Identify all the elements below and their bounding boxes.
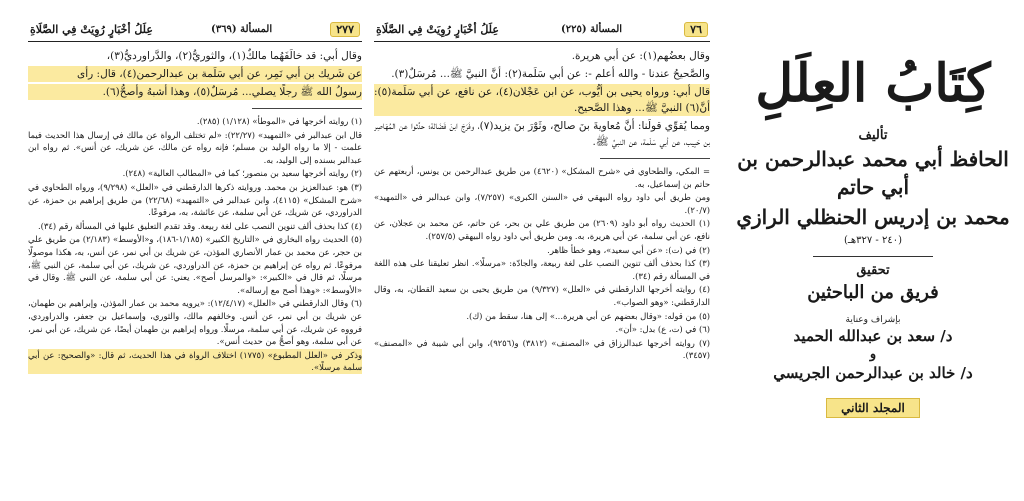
running-title: عِلَلُ أَخْبَارٍ رُوِيَتْ فِي الصَّلَاةِ [376,23,499,36]
page-number: ٢٧٧ [330,22,360,37]
footnote: = المكي، والطحاوي في «شرح المشكل» (٤٦٢٠) من طريق عبدالرحمن بن يونس، أربعتهم عن حاتم بن إسماعيل، به. [374,166,710,189]
supervision-label: بإشراف وعناية [845,315,901,325]
paragraph: وقال بعضُهم(١): عن أبي هريرة. [571,50,710,62]
footnote: (٣) هو: عبدالعزيز بن محمد. وروايته ذكرها الدارقطني في «العلل» (٩/٢٩٨)، ورواه الطحاوي في «شرح المشكل» (٤١١٥)، وابن عبدالبر في «التمهيد» (٢٢/٦٨) من طريق إبراهيم بن حمزة، عن الدراوردي، عن شريك، عن أبي سلمة، عن عائشة، به، مرفوعًا. [28,181,362,218]
left-book-page [28,22,362,484]
author-name: الحافظ أبي محمد عبدالرحمن بن أبي حاتم [737,147,1009,199]
middle-book-page [374,22,710,484]
conjunction: و [869,347,877,362]
footnote: (٢) روايته أخرجها سعيد بن منصور؛ كما في «المطالب العالية» (٢٤٨). [122,168,362,179]
footnote: (١) روايته أخرجها في «الموطأ» (١/١٢٨) (٢٨٥). [196,116,362,126]
masala-label: المسألة (٣٦٩) [211,24,273,35]
footnote: (٣) كذا بحذف ألف تنوين النصب على لغة ربيعة، والجادّة: «مرسلًا». انظر تعليقنا على هذه اللغة في المسألة رقم (٣٤). [374,258,710,281]
tahqiq-label: تحقيق [856,263,890,278]
supervisor-name: د/ خالد بن عبدالرحمن الجريسي [773,364,973,382]
page-number: ٧٦ [684,22,708,37]
volume-label: المجلد الثاني [826,398,920,418]
footnote-separator [600,158,710,159]
footnotes [374,165,710,362]
main-text [28,48,362,100]
page-header [374,22,710,42]
page-header [28,22,362,42]
footnote: قال ابن عبدالبر في «التمهيد» (٢٢/٢٧): «لم تختلف الرواة عن مالك في إرسال هذا الحديث فيما علمت - إلا ما رواه الوليد بن مسلم؛ فإنه رواه عن مالك، عن شريك، عن أنس». ثم رواه ابن عبدالبر بسنده إلى الوليد، به. [28,129,362,165]
highlighted-paragraph: رسولُ الله ﷺ رجلًا يصلي... مُرسَلٌ(٥)، وهذا أشبهُ وأصحُّ(٦). [28,84,362,100]
footnote: ومن طريق أبي داود رواه البيهقي في «السنن الكبرى» (٧/٢٥٧)، وابن عبدالبر في «التمهيد» (٢٠/٧). [374,192,710,215]
footnote-separator [252,108,362,109]
masala-label: المسألة (٢٢٥) [561,24,623,35]
highlighted-footnote: وذكر في «العلل المطبوع» (١٧٧٥) اختلاف الرواة في هذا الحديث، ثم قال: «والصحيح: عن أبي سلمة مرسلًا». [28,349,362,373]
footnote: (٦) في (ت، ع) بدل: «أن». [615,324,710,335]
footnote: (٦) وقال الدارقطني في «العلل» (١٢/٤/١٧): «يرويه محمد بن عمار المؤذن، وإبراهيم بن طهمان، عن شريك بن أبي نمر، عن أنس. وخالفهم مالك، والثوري، وإسماعيل بن جعفر، والدراوردي، فرووه عن شريك، عن أبي سلمة، مرسلًا. ورواه إبراهيم بن طهمان أيضًا، عن شريك، عن أبي نمر، عن أبي سلمة، وهو أصحُّ من حديث أنس». [28,298,362,347]
footnote: (٤) روايته أخرجها الدارقطني في «العلل» (٩/٣٢٧) من طريق يحيى بن سعيد القطان، به، وقال الدارقطني: «وهو الصواب». [374,284,710,307]
footnote: (٥) الحديث رواه البخاري في «التاريخ الكبير» (١/١٨٥-١٨٦)، و«الأوسط» (٢/١٨٣) من طريق علي بن حجر، عن محمد بن عمار الأنصاري المؤذن، عن شريك بن أبي نمر، عن أنس، به، هكذا موصولًا مرفوعًا. ثم رواه عن إبراهيم بن حمزة، عن الدراوردي، عن شريك، عن أبي سلمة، عن النبي ﷺ، مرسلًا، ثم قال في «الكبير»: «والمرسل أصح». يعني: عن أبي سلمة، عن النبي ﷺ. وقال في «الأوسط»: «وهذا أصح مع إرساله». [28,234,362,295]
highlighted-paragraph: قال أبي: ورواه يحيى بن أيُّوب، عن ابن عَجْلان(٤)، عن نافع، عن أبي سَلَمة(٥): أنَّ(٦) النبيَّ ﷺ... وهذا الصَّحيح. [374,86,710,114]
book-title: كِتَابُ العِلَلِ [755,53,991,114]
main-text [374,48,710,150]
footnote: (٥) من قوله: «وقال بعضهم عن أبي هريرة...» إلى هنا، سقط من (ك). [466,310,710,321]
author-dates: (٢٤٠ - ٣٢٧هـ) [843,235,902,246]
divider [813,256,933,257]
footnote: (١) الحديث رواه أبو داود (٢٦٠٩) من طريق علي بن بحر، عن حاتم، عن محمد بن عجلان، عن نافع، عن أبي سلمة، عن أبي هريرة، به. ومن طريق أبي داود رواه البيهقي (٢٥٧/٥). [374,218,710,241]
research-team: فريق من الباحثين [807,282,939,303]
highlighted-paragraph: عن شَريك بن أبي نَمِر، عن أبي سَلَمة بن عبدالرحمن(٤)، قال: رأى [28,66,362,82]
authorship-label: تأليف [858,128,888,143]
paragraph: وقال أبي: قد خالَفَهُما مالكٌ(١)، والثوريُّ(٢)، والدَّراورديُّ(٣)، [106,50,362,62]
running-title: عِلَلُ أَخْبَارٍ رُوِيَتْ فِي الصَّلَاةِ [30,23,153,36]
paragraph: والصَّحيحُ عندنا - والله أعلم -: عن أبي سَلَمة(٢): أنَّ النبيَّ ﷺ... مُرسَلٌ(٣). [391,68,710,80]
footnotes [28,115,362,374]
paragraph: ومما يُقوِّي قولَنا: أنَّ مُعاويةَ بنَ صالح، وثَوْرَ بنَ يزيد(٧)، وفَرَجَ ابنَ فَضَالة؛ حدَّثوا عن المُهَاصِر بن حَبِيب، عن أبي سَلَمة، عن النبيِّ ﷺ. [374,120,710,148]
supervisor-name: د/ سعد بن عبدالله الحميد [793,327,953,345]
author-name: محمد بن إدريس الحنظلي الرازي [736,205,1010,229]
title-page [722,22,1024,484]
footnote: (٤) كذا بحذف ألف تنوين النصب على لغة ربيعة. وقد تقدم التعليق عليها في المسألة رقم (٣٤). [37,220,362,231]
footnote: (٢) في (ت): «عن أبي سعيد»، وهو خطأ ظاهر. [547,244,710,255]
footnote: (٧) روايته أخرجها عبدالرزاق في «المصنف» (٣٨١٢) و(٩٢٥٦)، وابن أبي شيبة في «المصنف» (٣٤٥٧). [374,337,710,361]
